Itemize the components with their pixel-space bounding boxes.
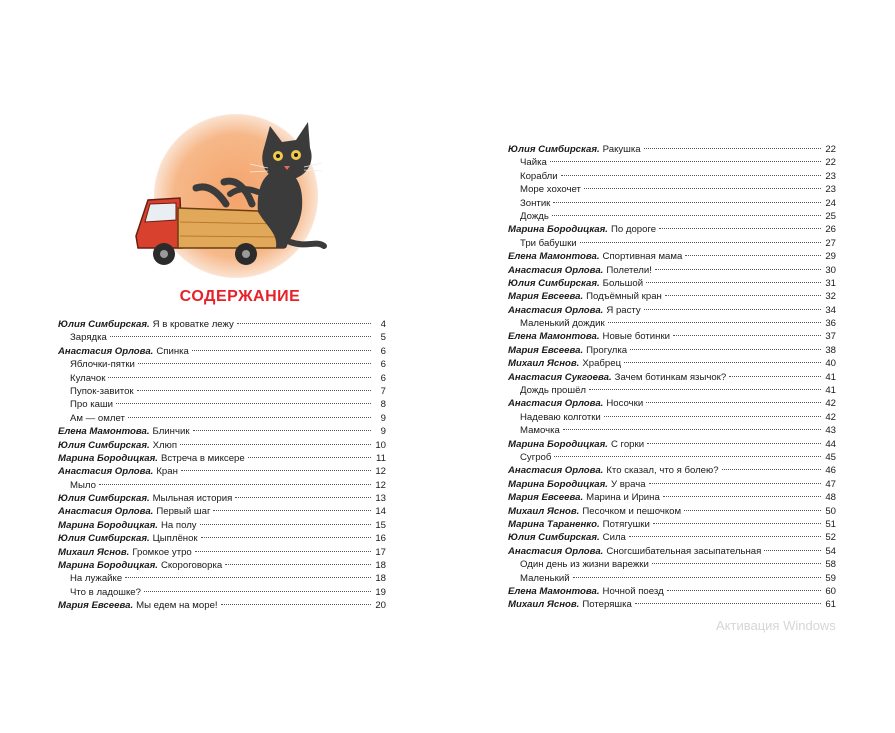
toc-entry-page: 34	[825, 304, 836, 316]
dot-leader	[181, 470, 371, 471]
toc-entry	[58, 599, 386, 612]
dot-leader	[237, 323, 371, 324]
toc-entry-title: Три бабушки	[520, 237, 577, 249]
dot-leader	[192, 350, 371, 351]
toc-entry	[58, 318, 386, 331]
toc-entry-page: 8	[380, 399, 386, 411]
toc-entry	[58, 439, 386, 452]
toc-entry	[508, 491, 836, 504]
toc-entry-title: Пупок-завиток	[70, 385, 134, 397]
toc-entry-page: 27	[825, 237, 836, 249]
toc-entry	[508, 357, 836, 370]
cat-truck-illustration	[118, 108, 343, 278]
dot-leader	[624, 362, 821, 363]
toc-entry-page: 13	[375, 493, 386, 505]
toc-entry-title: Носочки	[606, 398, 644, 410]
toc-entry-author: Мария Евсеева.	[508, 291, 584, 303]
toc-entry	[508, 330, 836, 343]
dot-leader	[128, 417, 371, 418]
toc-entry-author: Михаил Яснов.	[508, 505, 580, 517]
toc-entry-title: По дороге	[610, 224, 657, 236]
toc-entry-title: Песочком и пешочком	[582, 505, 682, 517]
toc-entry-title: Спортивная мама	[602, 251, 683, 263]
dot-leader	[225, 564, 371, 565]
toc-entry-title: С горки	[610, 438, 645, 450]
toc-entry	[508, 183, 836, 196]
toc-entry	[508, 371, 836, 384]
toc-entry	[508, 411, 836, 424]
toc-entry	[508, 277, 836, 290]
toc-entry-title: Маленький	[520, 572, 570, 584]
dot-leader	[589, 389, 821, 390]
toc-entry	[58, 425, 386, 438]
toc-entry-page: 17	[375, 546, 386, 558]
toc-entry-author: Марина Бородицкая.	[508, 224, 608, 236]
toc-entry-title: Первый шаг	[156, 506, 211, 518]
toc-entry-page: 9	[380, 426, 386, 438]
toc-entry-title: Что в ладошке?	[70, 586, 141, 598]
toc-entry-title: Сила	[602, 532, 626, 544]
toc-entry-title: Зонтик	[520, 197, 551, 209]
toc-entry	[58, 385, 386, 398]
toc-entry	[508, 531, 836, 544]
toc-entry	[508, 317, 836, 330]
toc-entry-title: Я расту	[606, 304, 641, 316]
toc-entry	[508, 451, 836, 464]
toc-entry-author: Елена Мамонтова.	[508, 331, 600, 343]
toc-entry-page: 60	[825, 585, 836, 597]
toc-entry-page: 18	[375, 560, 386, 572]
dot-leader	[646, 282, 821, 283]
toc-entry	[508, 223, 836, 236]
toc-entry-title: Марина и Ирина	[586, 492, 660, 504]
toc-entry-title: Море хохочет	[520, 184, 581, 196]
toc-entry-page: 4	[380, 319, 386, 330]
dot-leader	[665, 295, 821, 296]
toc-entry-title: Мы едем на море!	[136, 600, 218, 612]
toc-entry-page: 9	[380, 412, 386, 424]
toc-entry-title: Прогулка	[586, 344, 628, 356]
toc-entry-title: Зарядка	[70, 332, 107, 344]
toc-entry	[508, 585, 836, 598]
dot-leader	[722, 469, 821, 470]
toc-entry-title: Кран	[156, 466, 178, 478]
toc-entry-title: Спинка	[156, 345, 189, 357]
toc-entry-author: Мария Евсеева.	[508, 344, 584, 356]
dot-leader	[201, 537, 371, 538]
toc-entry-page: 51	[825, 518, 836, 530]
dot-leader	[248, 457, 371, 458]
toc-entry-title: Дождь	[520, 210, 549, 222]
dot-leader	[213, 510, 371, 511]
toc-entry-title: Блинчик	[152, 426, 190, 438]
toc-entry-author: Михаил Яснов.	[58, 546, 130, 558]
dot-leader	[193, 430, 371, 431]
toc-entry-page: 20	[375, 600, 386, 612]
dot-leader	[659, 228, 821, 229]
toc-entry	[508, 384, 836, 397]
toc-entry-title: Подъёмный кран	[586, 291, 662, 303]
toc-entry-page: 42	[825, 411, 836, 423]
dot-leader	[137, 390, 371, 391]
toc-entry-page: 16	[375, 533, 386, 545]
toc-entry-author: Марина Тараненко.	[508, 518, 600, 530]
dot-leader	[180, 444, 371, 445]
toc-entry-author: Юлия Симбирская.	[58, 319, 150, 330]
dot-leader	[684, 510, 821, 511]
dot-leader	[652, 563, 821, 564]
dot-leader	[673, 335, 821, 336]
toc-entry	[508, 170, 836, 183]
toc-entry-author: Юлия Симбирская.	[508, 532, 600, 544]
toc-entry-page: 30	[825, 264, 836, 276]
toc-entry-page: 18	[375, 573, 386, 585]
toc-entry	[508, 250, 836, 263]
toc-entry	[508, 197, 836, 210]
toc-entry	[58, 532, 386, 545]
toc-entry-page: 38	[825, 344, 836, 356]
dot-leader	[647, 443, 821, 444]
toc-entry-title: Потеряшка	[582, 599, 632, 611]
toc-entry-author: Анастасия Орлова.	[58, 466, 154, 478]
toc-entry-title: Чайка	[520, 157, 547, 169]
toc-entry-page: 7	[380, 385, 386, 397]
dot-leader	[580, 242, 821, 243]
toc-entry-title: Корабли	[520, 170, 558, 182]
toc-entry-title: Сугроб	[520, 451, 552, 463]
toc-column-left	[58, 318, 386, 613]
dot-leader	[195, 551, 371, 552]
toc-entry-page: 36	[825, 318, 836, 330]
toc-entry	[508, 464, 836, 477]
dot-leader	[764, 550, 821, 551]
toc-entry	[58, 372, 386, 385]
toc-entry-title: Про каши	[70, 399, 114, 411]
dot-leader	[667, 590, 821, 591]
dot-leader	[649, 483, 821, 484]
dot-leader	[663, 496, 821, 497]
toc-entry	[58, 572, 386, 585]
toc-entry-author: Елена Мамонтова.	[508, 585, 600, 597]
dot-leader	[110, 336, 371, 337]
dot-leader	[563, 429, 821, 430]
toc-entry-page: 26	[825, 224, 836, 236]
dot-leader	[144, 591, 371, 592]
toc-entry-title: Скороговорка	[160, 560, 223, 572]
toc-entry-title: Встреча в миксере	[160, 452, 245, 464]
toc-entry-title: Мамочка	[520, 425, 560, 437]
toc-entry	[58, 546, 386, 559]
toc-entry	[508, 143, 836, 156]
toc-entry	[58, 452, 386, 465]
toc-entry	[58, 519, 386, 532]
toc-entry-title: Ракушка	[602, 144, 641, 155]
toc-entry-author: Анастасия Орлова.	[508, 304, 604, 316]
toc-entry-title: У врача	[610, 478, 646, 490]
toc-entry-title: Сногсшибательная засыпательная	[606, 545, 762, 557]
toc-entry-author: Анастасия Орлова.	[58, 506, 154, 518]
dot-leader	[221, 604, 371, 605]
toc-entry	[508, 264, 836, 277]
toc-entry	[508, 424, 836, 437]
toc-entry-page: 46	[825, 465, 836, 477]
toc-entry-author: Мария Евсеева.	[58, 600, 134, 612]
toc-entry	[58, 345, 386, 358]
toc-entry-author: Елена Мамонтова.	[508, 251, 600, 263]
toc-entry	[508, 598, 836, 611]
toc-entry-author: Марина Бородицкая.	[58, 452, 158, 464]
toc-entry-page: 58	[825, 559, 836, 571]
toc-entry-author: Анастасия Орлова.	[508, 465, 604, 477]
toc-entry	[508, 210, 836, 223]
toc-entry-title: Зачем ботинкам язычок?	[614, 371, 727, 383]
toc-entry	[508, 290, 836, 303]
toc-entry	[508, 505, 836, 518]
toc-entry	[58, 398, 386, 411]
toc-entry-title: Один день из жизни варежки	[520, 559, 649, 571]
toc-entry-page: 47	[825, 478, 836, 490]
dot-leader	[630, 349, 821, 350]
dot-leader	[200, 524, 371, 525]
dot-leader	[584, 188, 821, 189]
dot-leader	[644, 309, 821, 310]
toc-column-right	[508, 143, 836, 612]
toc-entry-author: Юлия Симбирская.	[58, 493, 150, 505]
toc-entry	[508, 545, 836, 558]
dot-leader	[235, 497, 371, 498]
toc-entry-author: Михаил Яснов.	[508, 599, 580, 611]
toc-entry	[58, 479, 386, 492]
toc-entry-title: Дождь прошёл	[520, 385, 587, 397]
toc-entry-page: 37	[825, 331, 836, 343]
dot-leader	[655, 269, 821, 270]
toc-entry-author: Мария Евсеева.	[508, 492, 584, 504]
toc-entry-author: Анастасия Орлова.	[508, 398, 604, 410]
toc-entry-page: 45	[825, 451, 836, 463]
dot-leader	[561, 175, 821, 176]
toc-entry-title: Мыло	[70, 479, 96, 491]
toc-entry-title: Маленький дождик	[520, 318, 605, 330]
toc-entry	[508, 344, 836, 357]
dot-leader	[635, 603, 821, 604]
toc-entry	[508, 572, 836, 585]
toc-entry-author: Марина Бородицкая.	[58, 519, 158, 531]
toc-entry	[58, 358, 386, 371]
toc-entry-page: 11	[376, 452, 386, 464]
dot-leader	[99, 484, 371, 485]
dot-leader	[138, 363, 371, 364]
toc-entry-page: 12	[375, 479, 386, 491]
toc-entry-title: На полу	[160, 519, 197, 531]
toc-entry-page: 59	[825, 572, 836, 584]
toc-entry-page: 23	[825, 184, 836, 196]
toc-entry-page: 41	[825, 385, 836, 397]
toc-entry-author: Марина Бородицкая.	[58, 560, 158, 572]
toc-entry	[58, 559, 386, 572]
toc-entry-page: 23	[825, 170, 836, 182]
toc-entry-page: 22	[825, 144, 836, 155]
toc-entry-page: 6	[380, 372, 386, 384]
dot-leader	[125, 577, 371, 578]
toc-entry-title: Яблочки-пятки	[70, 359, 135, 371]
toc-entry-title: Цыплёнок	[152, 533, 198, 545]
toc-entry-page: 54	[825, 545, 836, 557]
toc-entry	[58, 465, 386, 478]
dot-leader	[644, 148, 821, 149]
toc-entry	[58, 412, 386, 425]
toc-entry-page: 61	[825, 599, 836, 611]
windows-activation-watermark: Активация Windows	[716, 618, 836, 633]
toc-entry-title: Ночной поезд	[602, 585, 664, 597]
toc-entry-title: Храбрец	[582, 358, 622, 370]
dot-leader	[550, 161, 821, 162]
toc-entry-title: Мыльная история	[152, 493, 233, 505]
toc-entry	[58, 331, 386, 344]
toc-entry-author: Марина Бородицкая.	[508, 478, 608, 490]
dot-leader	[604, 416, 821, 417]
toc-entry-page: 32	[825, 291, 836, 303]
toc-entry-author: Юлия Симбирская.	[508, 277, 600, 289]
dot-leader	[552, 215, 821, 216]
dot-leader	[685, 255, 821, 256]
toc-entry-author: Анастасия Сукгоева.	[508, 371, 612, 383]
toc-entry-title: Кто сказал, что я болею?	[606, 465, 719, 477]
toc-entry-author: Анастасия Орлова.	[508, 264, 604, 276]
toc-entry-page: 40	[825, 358, 836, 370]
toc-entry-page: 15	[375, 519, 386, 531]
toc-entry-title: Громкое утро	[132, 546, 192, 558]
toc-entry-author: Анастасия Орлова.	[508, 545, 604, 557]
toc-entry-title: Ам — омлет	[70, 412, 125, 424]
dot-leader	[108, 377, 371, 378]
toc-entry	[508, 397, 836, 410]
toc-entry-page: 43	[825, 425, 836, 437]
toc-entry-page: 48	[825, 492, 836, 504]
dot-leader	[608, 322, 821, 323]
dot-leader	[653, 523, 821, 524]
toc-entry-title: Новые ботинки	[602, 331, 670, 343]
dot-leader	[646, 402, 821, 403]
toc-entry-page: 52	[825, 532, 836, 544]
toc-entry-author: Юлия Симбирская.	[58, 533, 150, 545]
dot-leader	[553, 202, 821, 203]
toc-entry-page: 42	[825, 398, 836, 410]
toc-entry	[58, 586, 386, 599]
toc-entry	[508, 237, 836, 250]
toc-entry-title: Я в кроватке лежу	[152, 319, 234, 330]
toc-entry-page: 6	[380, 359, 386, 371]
toc-entry-author: Юлия Симбирская.	[508, 144, 600, 155]
toc-entry	[508, 558, 836, 571]
toc-entry-page: 31	[825, 277, 836, 289]
toc-entry-title: Хлюп	[152, 439, 178, 451]
toc-entry-page: 24	[825, 197, 836, 209]
toc-entry-page: 29	[825, 251, 836, 263]
toc-entry-page: 6	[380, 345, 386, 357]
toc-entry-title: Большой	[602, 277, 644, 289]
dot-leader	[573, 577, 821, 578]
toc-entry-page: 5	[380, 332, 386, 344]
toc-entry-page: 14	[375, 506, 386, 518]
toc-title: СОДЕРЖАНИЕ	[179, 288, 301, 305]
toc-entry-page: 50	[825, 505, 836, 517]
toc-entry	[58, 505, 386, 518]
toc-entry	[58, 492, 386, 505]
toc-entry	[508, 518, 836, 531]
toc-entry	[508, 438, 836, 451]
toc-entry	[508, 304, 836, 317]
toc-entry-title: Кулачок	[70, 372, 106, 384]
toc-entry-title: Полетели!	[606, 264, 652, 276]
dot-leader	[729, 376, 821, 377]
toc-entry-author: Юлия Симбирская.	[58, 439, 150, 451]
toc-entry-page: 41	[825, 371, 836, 383]
dot-leader	[554, 456, 821, 457]
toc-entry-page: 25	[825, 210, 836, 222]
toc-entry-title: Потягушки	[602, 518, 650, 530]
dot-leader	[116, 403, 371, 404]
toc-entry-title: Надеваю колготки	[520, 411, 601, 423]
toc-entry	[508, 156, 836, 169]
toc-entry-page: 12	[375, 466, 386, 478]
dot-leader	[629, 536, 821, 537]
toc-entry-author: Елена Мамонтова.	[58, 426, 150, 438]
toc-entry-title: На лужайке	[70, 573, 123, 585]
toc-entry-page: 10	[375, 439, 386, 451]
toc-entry-author: Марина Бородицкая.	[508, 438, 608, 450]
toc-entry-author: Михаил Яснов.	[508, 358, 580, 370]
toc-entry-page: 22	[825, 157, 836, 169]
toc-entry-page: 44	[825, 438, 836, 450]
toc-entry-author: Анастасия Орлова.	[58, 345, 154, 357]
toc-entry	[508, 478, 836, 491]
toc-entry-page: 19	[375, 586, 386, 598]
